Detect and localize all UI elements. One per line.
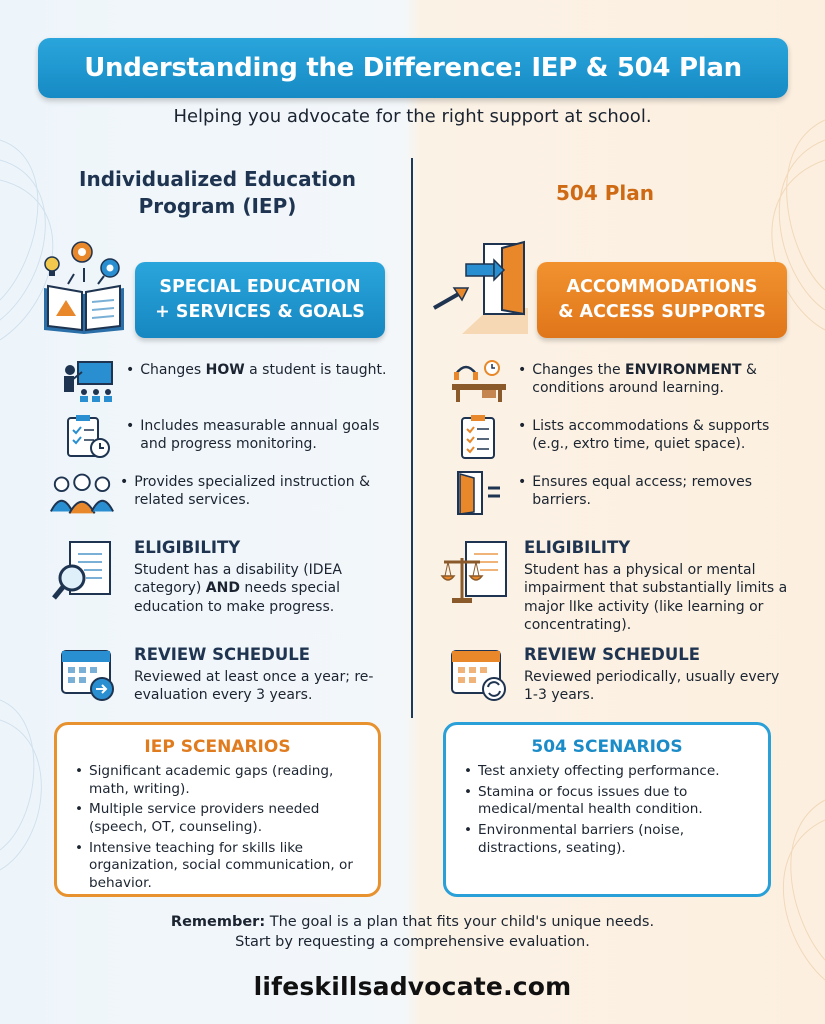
document-magnifier-icon — [52, 538, 118, 604]
calendar-arrow-icon — [58, 645, 120, 703]
bullet: • — [75, 763, 84, 779]
website-link[interactable]: lifeskillsadvocate.com — [253, 972, 572, 1001]
bullet: • — [75, 801, 84, 818]
bullet: • — [464, 783, 473, 800]
plan504-scenarios-title: 504 SCENARIOS — [531, 737, 683, 757]
iep-feature-2 — [58, 414, 388, 460]
plan504-feature-3-text: Ensures equal access; removes barriers. — [532, 474, 753, 508]
list-item — [464, 822, 750, 857]
teacher-board-icon — [58, 358, 116, 404]
remember-note — [0, 912, 825, 952]
plan504-eligibility-title: ELIGIBILITY — [524, 538, 631, 557]
page-title: Understanding the Difference: IEP & 504 Plan — [84, 53, 742, 83]
plan504-feature-2 — [450, 414, 795, 460]
scales-document-icon — [440, 538, 512, 606]
iep-feature-2-text: Includes measurable annual goals and progress monitoring. — [140, 418, 380, 452]
checklist-icon — [450, 414, 508, 460]
iep-eligibility-title: ELIGIBILITY — [134, 538, 241, 557]
bullet: • — [518, 418, 527, 434]
iep-review — [134, 645, 394, 705]
plan504-eligibility-body: Student has a physical or mental impairment that substantially limits a major lIke activity (like learning or concentrating). — [524, 562, 788, 634]
title-banner — [38, 38, 788, 98]
clipboard-clock-icon — [58, 414, 116, 460]
plan504-review-body: Reviewed periodically, usually every 1-3 years. — [524, 669, 780, 704]
iep-scenario-2: Multiple service providers needed (speech, OT, counseling). — [89, 801, 320, 836]
iep-scenario-3: Intensive teaching for skills like organization, social communication, or behavior. — [89, 839, 353, 892]
iep-banner-line1: SPECIAL EDUCATION — [159, 276, 361, 297]
remember-text: The goal is a plan that fits your child's unique needs. — [265, 914, 655, 930]
book-gears-icon — [38, 238, 130, 338]
plan504-scenario-1: Test anxiety offecting performance. — [478, 763, 720, 779]
iep-feature-1 — [58, 358, 388, 404]
list-item — [75, 763, 360, 798]
iep-scenario-1: Significant academic gaps (reading, math, writing). — [89, 763, 334, 797]
plan504-feature-2-text: Lists accommodations & supports (e.g., extro time, quiet space). — [532, 418, 770, 452]
iep-banner — [135, 262, 385, 338]
plan504-feature-1-post: & conditions around learning. — [532, 362, 757, 396]
plan504-banner-line1: ACCOMMODATIONS — [566, 276, 758, 297]
iep-feature-1-pre: Changes — [140, 362, 206, 378]
column-divider — [411, 158, 413, 718]
plan504-review-title: REVIEW SCHEDULE — [524, 645, 701, 664]
iep-eligibility-bold: AND — [205, 580, 240, 597]
plan504-feature-1-pre: Changes the — [532, 362, 626, 378]
iep-feature-1-bold: HOW — [205, 362, 245, 378]
bullet: • — [464, 822, 473, 839]
iep-review-title: REVIEW SCHEDULE — [134, 645, 311, 664]
iep-banner-line2: + SERVICES & GOALS — [155, 302, 365, 322]
bullet: • — [464, 763, 473, 779]
plan504-feature-1-bold: ENVIRONMENT — [625, 362, 742, 378]
plan504-banner — [537, 262, 787, 338]
list-item — [75, 801, 360, 836]
iep-feature-3 — [48, 470, 388, 516]
iep-scenarios-title: IEP SCENARIOS — [144, 737, 291, 757]
bullet: • — [126, 418, 135, 434]
plan504-eligibility — [524, 538, 794, 635]
plan504-scenarios-box — [443, 722, 771, 897]
calendar-refresh-icon — [448, 645, 512, 703]
iep-review-body: Reviewed at least once a year; re-evaluation every 3 years. — [134, 669, 374, 704]
iep-heading-line1: Individualized Education — [79, 167, 356, 191]
remember-line2: Start by requesting a comprehensive evaluation. — [235, 934, 590, 950]
bullet: • — [75, 839, 84, 856]
remember-label: Remember: — [170, 914, 266, 930]
plan504-scenarios-list — [464, 763, 750, 857]
iep-eligibility — [134, 538, 394, 616]
bullet: • — [518, 362, 527, 378]
team-icon — [48, 470, 116, 516]
iep-eligibility-body — [134, 561, 394, 616]
iep-feature-1-post: a student is taught. — [244, 362, 387, 378]
open-door-icon — [450, 470, 508, 516]
iep-eligibility-post: needs special education to make progress. — [134, 580, 341, 615]
bullet: • — [518, 474, 527, 490]
plan504-feature-3 — [450, 470, 795, 516]
plan504-scenario-3: Environmental barriers (noise, distractions, seating). — [478, 822, 685, 856]
iep-feature-3-text: Provides specialized instruction & related services. — [134, 474, 370, 508]
desk-headphones-icon — [450, 358, 508, 404]
plan504-review — [524, 645, 794, 705]
iep-scenarios-box — [54, 722, 381, 897]
bullet: • — [120, 474, 129, 490]
iep-eligibility-pre: Student has a disability (IDEA category) — [134, 562, 343, 597]
plan504-scenario-2: Stamina or focus issues due to medical/mental health condition. — [478, 783, 703, 818]
list-item — [464, 784, 750, 819]
plan504-banner-line2: & ACCESS SUPPORTS — [558, 302, 766, 322]
page-subtitle: Helping you advocate for the right support at school. — [173, 106, 652, 127]
iep-scenarios-list — [75, 763, 360, 893]
plan504-feature-1 — [450, 358, 795, 404]
iep-heading — [40, 166, 395, 220]
plan504-heading: 504 Plan — [556, 181, 654, 205]
list-item — [464, 763, 750, 781]
open-door-arrow-icon — [432, 238, 530, 338]
iep-heading-line2: Program (IEP) — [138, 194, 297, 218]
bullet: • — [126, 362, 135, 378]
list-item — [75, 840, 360, 893]
